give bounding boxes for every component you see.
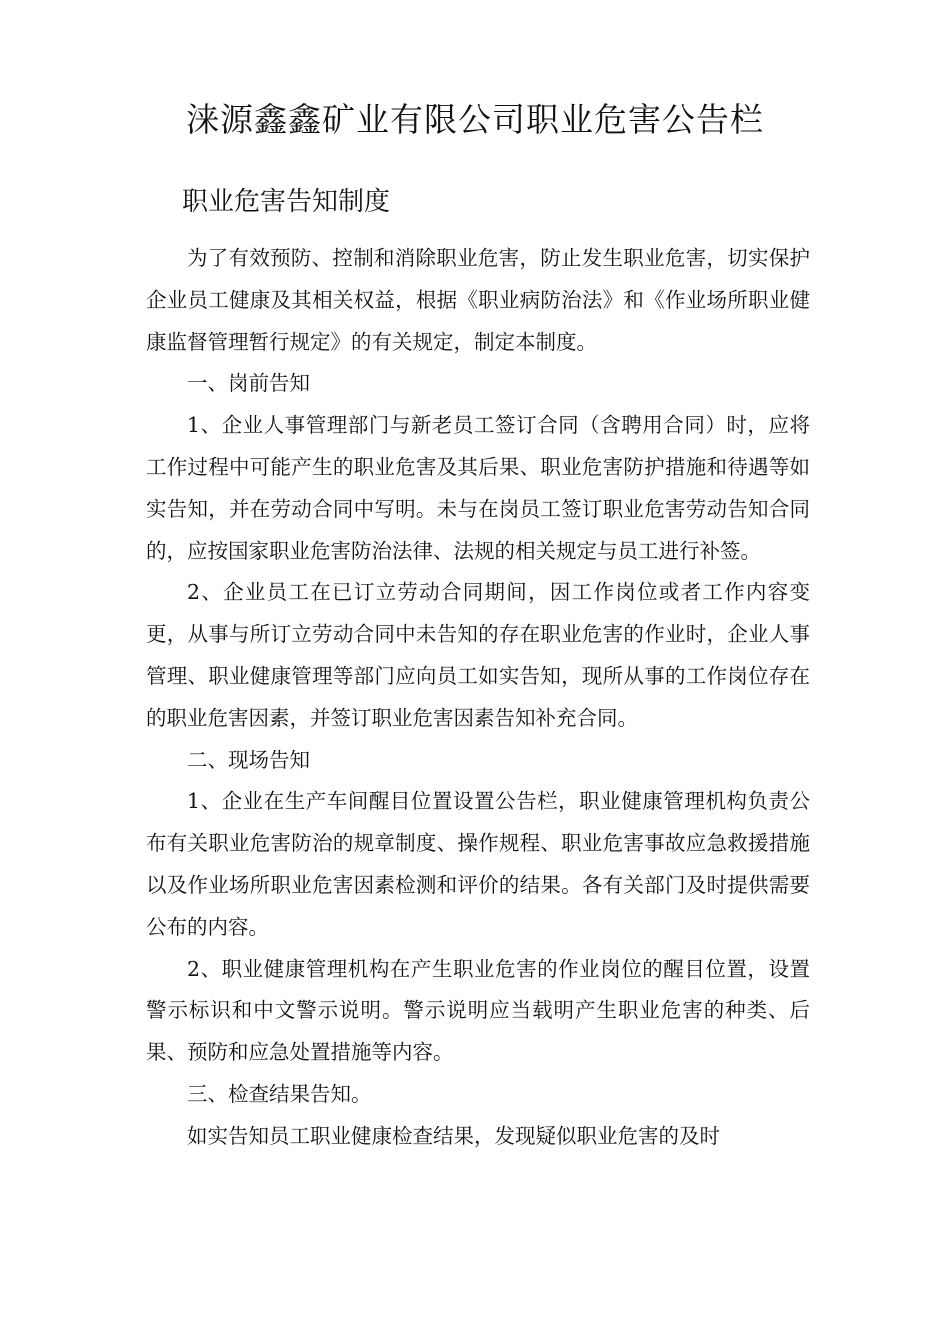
intro-paragraph: 为了有效预防、控制和消除职业危害，防止发生职业危害，切实保护企业员工健康及其相关权益，根据《职业病防治法》和《作业场所职业健康监督管理暂行规定》的有关规定，制定本制度。 [146, 246, 810, 354]
paragraph: 1、企业在生产车间醒目位置设置公告栏，职业健康管理机构负责公布有关职业危害防治的规章制度、操作规程、职业危害事故应急救援措施以及作业场所职业危害因素检测和评价的结果。各有关部门及时提供需要公布的内容。 [146, 789, 810, 939]
document-title: 涞源鑫鑫矿业有限公司职业危害公告栏 [186, 100, 764, 139]
paragraph: 如实告知员工职业健康检查结果，发现疑似职业危害的及时 [187, 1123, 720, 1148]
document-body [146, 238, 810, 1158]
paragraph: 2、企业员工在已订立劳动合同期间，因工作岗位或者工作内容变更，从事与所订立劳动合同中未告知的存在职业危害的作业时，企业人事管理、职业健康管理等部门应向员工如实告知，现所从事的工作岗位存在的职业危害因素，并签订职业危害因素告知补充合同。 [146, 580, 810, 730]
paragraph: 2、职业健康管理机构在产生职业危害的作业岗位的醒目位置，设置警示标识和中文警示说明。警示说明应当载明产生职业危害的种类、后果、预防和应急处置措施等内容。 [146, 956, 810, 1065]
heading-on-site-notice: 二、现场告知 [187, 747, 310, 772]
paragraph: 1、企业人事管理部门与新老员工签订合同（含聘用合同）时，应将工作过程中可能产生的职业危害及其后果、职业危害防护措施和待遇等如实告知，并在劳动合同中写明。未与在岗员工签订职业危害劳动告知合同的，应按国家职业危害防治法律、法规的相关规定与员工进行补签。 [146, 413, 810, 563]
heading-exam-result-notice: 三、检查结果告知。 [187, 1081, 372, 1106]
section-title: 职业危害告知制度 [182, 187, 391, 217]
heading-pre-job-notice: 一、岗前告知 [187, 371, 310, 396]
